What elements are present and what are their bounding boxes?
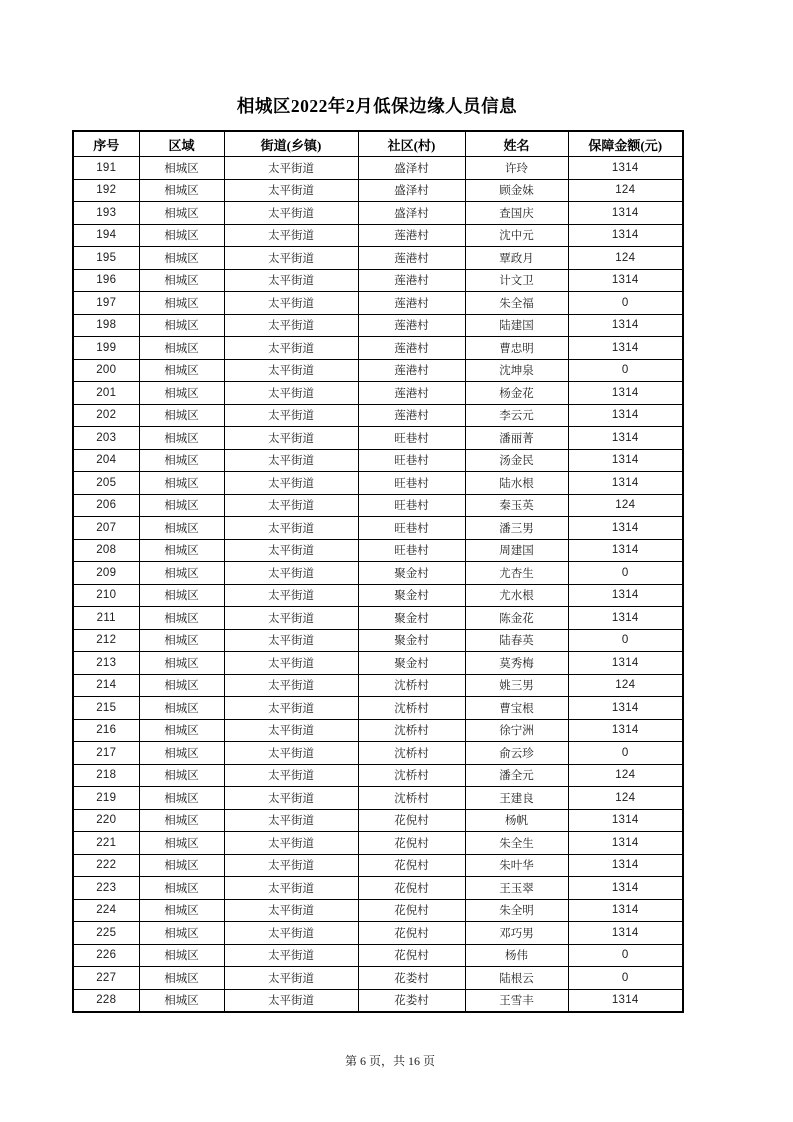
table-cell: 莲港村 bbox=[358, 269, 465, 292]
table-cell: 查国庆 bbox=[465, 202, 568, 225]
table-cell: 旺巷村 bbox=[358, 427, 465, 450]
table-cell: 邓巧男 bbox=[465, 922, 568, 945]
table-row bbox=[73, 247, 683, 270]
table-cell: 1314 bbox=[568, 607, 683, 630]
table-cell: 225 bbox=[73, 922, 139, 945]
table-cell: 1314 bbox=[568, 314, 683, 337]
table-cell: 汤金民 bbox=[465, 449, 568, 472]
table-row bbox=[73, 337, 683, 360]
table-row bbox=[73, 877, 683, 900]
table-cell: 朱全明 bbox=[465, 899, 568, 922]
table-cell: 1314 bbox=[568, 697, 683, 720]
table-cell: 相城区 bbox=[139, 539, 224, 562]
table-cell: 相城区 bbox=[139, 607, 224, 630]
table-row bbox=[73, 382, 683, 405]
table-cell: 花倪村 bbox=[358, 899, 465, 922]
table-cell: 1314 bbox=[568, 427, 683, 450]
table-cell: 聚金村 bbox=[358, 629, 465, 652]
table-cell: 旺巷村 bbox=[358, 517, 465, 540]
table-cell: 0 bbox=[568, 562, 683, 585]
table-cell: 220 bbox=[73, 809, 139, 832]
table-cell: 209 bbox=[73, 562, 139, 585]
table-cell: 0 bbox=[568, 944, 683, 967]
table-cell: 相城区 bbox=[139, 944, 224, 967]
table-row bbox=[73, 652, 683, 675]
column-header-0: 序号 bbox=[73, 131, 139, 157]
table-cell: 124 bbox=[568, 764, 683, 787]
table-cell: 沈桥村 bbox=[358, 742, 465, 765]
table-cell: 旺巷村 bbox=[358, 539, 465, 562]
table-cell: 相城区 bbox=[139, 674, 224, 697]
table-cell: 222 bbox=[73, 854, 139, 877]
table-cell: 盛泽村 bbox=[358, 202, 465, 225]
table-cell: 太平街道 bbox=[224, 899, 358, 922]
table-row bbox=[73, 472, 683, 495]
table-row bbox=[73, 539, 683, 562]
table-cell: 1314 bbox=[568, 404, 683, 427]
table-cell: 1314 bbox=[568, 337, 683, 360]
table-row bbox=[73, 449, 683, 472]
table-cell: 相城区 bbox=[139, 337, 224, 360]
table-cell: 228 bbox=[73, 989, 139, 1012]
table-cell: 215 bbox=[73, 697, 139, 720]
table-row bbox=[73, 427, 683, 450]
table-cell: 太平街道 bbox=[224, 944, 358, 967]
table-row bbox=[73, 517, 683, 540]
table-cell: 219 bbox=[73, 787, 139, 810]
table-cell: 相城区 bbox=[139, 787, 224, 810]
table-cell: 相城区 bbox=[139, 967, 224, 990]
table-row bbox=[73, 787, 683, 810]
table-cell: 太平街道 bbox=[224, 247, 358, 270]
table-cell: 太平街道 bbox=[224, 224, 358, 247]
table-row bbox=[73, 899, 683, 922]
table-cell: 旺巷村 bbox=[358, 472, 465, 495]
table-cell: 相城区 bbox=[139, 697, 224, 720]
table-cell: 202 bbox=[73, 404, 139, 427]
table-cell: 1314 bbox=[568, 877, 683, 900]
column-header-5: 保障金额(元) bbox=[568, 131, 683, 157]
table-row bbox=[73, 764, 683, 787]
table-cell: 沈桥村 bbox=[358, 674, 465, 697]
page-title: 相城区2022年2月低保边缘人员信息 bbox=[236, 96, 518, 116]
table-row bbox=[73, 809, 683, 832]
table-cell: 199 bbox=[73, 337, 139, 360]
table-cell: 206 bbox=[73, 494, 139, 517]
table-cell: 太平街道 bbox=[224, 697, 358, 720]
table-cell: 陆水根 bbox=[465, 472, 568, 495]
table-cell: 陆春英 bbox=[465, 629, 568, 652]
table-cell: 莲港村 bbox=[358, 247, 465, 270]
table-cell: 沈中元 bbox=[465, 224, 568, 247]
table-cell: 相城区 bbox=[139, 224, 224, 247]
table-cell: 聚金村 bbox=[358, 652, 465, 675]
table-cell: 相城区 bbox=[139, 922, 224, 945]
table-cell: 1314 bbox=[568, 809, 683, 832]
table-cell: 224 bbox=[73, 899, 139, 922]
table-cell: 124 bbox=[568, 787, 683, 810]
table-cell: 相城区 bbox=[139, 157, 224, 180]
table-row bbox=[73, 269, 683, 292]
table-cell: 208 bbox=[73, 539, 139, 562]
table-cell: 太平街道 bbox=[224, 494, 358, 517]
table-cell: 花倪村 bbox=[358, 944, 465, 967]
table-cell: 0 bbox=[568, 359, 683, 382]
table-cell: 1314 bbox=[568, 854, 683, 877]
table-cell: 124 bbox=[568, 247, 683, 270]
table-cell: 太平街道 bbox=[224, 922, 358, 945]
table-cell: 相城区 bbox=[139, 517, 224, 540]
table-row bbox=[73, 562, 683, 585]
table-cell: 1314 bbox=[568, 584, 683, 607]
table-cell: 太平街道 bbox=[224, 359, 358, 382]
table-cell: 太平街道 bbox=[224, 719, 358, 742]
table-cell: 124 bbox=[568, 494, 683, 517]
table-cell: 花倪村 bbox=[358, 832, 465, 855]
table-cell: 太平街道 bbox=[224, 157, 358, 180]
table-cell: 相城区 bbox=[139, 292, 224, 315]
table-cell: 194 bbox=[73, 224, 139, 247]
table-cell: 太平街道 bbox=[224, 832, 358, 855]
table-cell: 相城区 bbox=[139, 472, 224, 495]
table-cell: 210 bbox=[73, 584, 139, 607]
table-cell: 杨金花 bbox=[465, 382, 568, 405]
table-cell: 相城区 bbox=[139, 494, 224, 517]
table-cell: 214 bbox=[73, 674, 139, 697]
table-row bbox=[73, 944, 683, 967]
table-cell: 覃政月 bbox=[465, 247, 568, 270]
table-row bbox=[73, 179, 683, 202]
table-cell: 沈坤泉 bbox=[465, 359, 568, 382]
table-cell: 196 bbox=[73, 269, 139, 292]
table-cell: 沈桥村 bbox=[358, 787, 465, 810]
table-cell: 曹忠明 bbox=[465, 337, 568, 360]
table-cell: 计文卫 bbox=[465, 269, 568, 292]
table-cell: 潘丽菁 bbox=[465, 427, 568, 450]
table-cell: 1314 bbox=[568, 382, 683, 405]
table-cell: 1314 bbox=[568, 202, 683, 225]
table-cell: 1314 bbox=[568, 832, 683, 855]
table-cell: 太平街道 bbox=[224, 854, 358, 877]
table-cell: 莲港村 bbox=[358, 359, 465, 382]
table-cell: 213 bbox=[73, 652, 139, 675]
table-cell: 花倪村 bbox=[358, 809, 465, 832]
table-row bbox=[73, 719, 683, 742]
table-cell: 朱全福 bbox=[465, 292, 568, 315]
table-cell: 莲港村 bbox=[358, 224, 465, 247]
table-cell: 太平街道 bbox=[224, 967, 358, 990]
table-cell: 盛泽村 bbox=[358, 157, 465, 180]
table-cell: 124 bbox=[568, 179, 683, 202]
table-cell: 王雪丰 bbox=[465, 989, 568, 1012]
table-cell: 太平街道 bbox=[224, 449, 358, 472]
table-cell: 203 bbox=[73, 427, 139, 450]
table-cell: 太平街道 bbox=[224, 652, 358, 675]
table-cell: 陆根云 bbox=[465, 967, 568, 990]
table-cell: 太平街道 bbox=[224, 337, 358, 360]
table-cell: 192 bbox=[73, 179, 139, 202]
table-row bbox=[73, 314, 683, 337]
table-cell: 1314 bbox=[568, 517, 683, 540]
table-cell: 花倪村 bbox=[358, 922, 465, 945]
table-cell: 195 bbox=[73, 247, 139, 270]
table-cell: 207 bbox=[73, 517, 139, 540]
table-cell: 聚金村 bbox=[358, 584, 465, 607]
table-row bbox=[73, 584, 683, 607]
table-cell: 1314 bbox=[568, 719, 683, 742]
table-cell: 1314 bbox=[568, 449, 683, 472]
table-cell: 朱全生 bbox=[465, 832, 568, 855]
table-cell: 相城区 bbox=[139, 809, 224, 832]
table-cell: 姚三男 bbox=[465, 674, 568, 697]
table-cell: 徐宁洲 bbox=[465, 719, 568, 742]
table-row bbox=[73, 494, 683, 517]
table-cell: 太平街道 bbox=[224, 629, 358, 652]
table-cell: 太平街道 bbox=[224, 472, 358, 495]
table-cell: 杨伟 bbox=[465, 944, 568, 967]
table-cell: 太平街道 bbox=[224, 314, 358, 337]
table-cell: 俞云珍 bbox=[465, 742, 568, 765]
table-cell: 太平街道 bbox=[224, 382, 358, 405]
table-cell: 相城区 bbox=[139, 179, 224, 202]
table-cell: 0 bbox=[568, 742, 683, 765]
table-cell: 太平街道 bbox=[224, 427, 358, 450]
table-cell: 相城区 bbox=[139, 314, 224, 337]
table-cell: 聚金村 bbox=[358, 562, 465, 585]
table-cell: 莲港村 bbox=[358, 382, 465, 405]
table-cell: 1314 bbox=[568, 899, 683, 922]
table-cell: 相城区 bbox=[139, 832, 224, 855]
table-cell: 太平街道 bbox=[224, 269, 358, 292]
table-cell: 124 bbox=[568, 674, 683, 697]
column-header-2: 街道(乡镇) bbox=[224, 131, 358, 157]
table-row bbox=[73, 359, 683, 382]
table-cell: 莲港村 bbox=[358, 337, 465, 360]
table-cell: 221 bbox=[73, 832, 139, 855]
table-cell: 聚金村 bbox=[358, 607, 465, 630]
table-cell: 莲港村 bbox=[358, 292, 465, 315]
table-cell: 0 bbox=[568, 629, 683, 652]
table-cell: 相城区 bbox=[139, 449, 224, 472]
table-cell: 218 bbox=[73, 764, 139, 787]
table-cell: 197 bbox=[73, 292, 139, 315]
table-cell: 相城区 bbox=[139, 584, 224, 607]
table-row bbox=[73, 989, 683, 1012]
table-cell: 太平街道 bbox=[224, 584, 358, 607]
table-cell: 太平街道 bbox=[224, 539, 358, 562]
table-cell: 相城区 bbox=[139, 877, 224, 900]
table-cell: 太平街道 bbox=[224, 404, 358, 427]
table-row bbox=[73, 629, 683, 652]
page-number: 第 6 页，共 16 页 bbox=[344, 1054, 435, 1068]
table-cell: 211 bbox=[73, 607, 139, 630]
table-cell: 0 bbox=[568, 292, 683, 315]
table-cell: 1314 bbox=[568, 989, 683, 1012]
table-cell: 204 bbox=[73, 449, 139, 472]
table-cell: 沈桥村 bbox=[358, 764, 465, 787]
table-cell: 205 bbox=[73, 472, 139, 495]
table-cell: 太平街道 bbox=[224, 674, 358, 697]
table-cell: 1314 bbox=[568, 922, 683, 945]
header-row bbox=[73, 131, 683, 157]
table-cell: 陆建国 bbox=[465, 314, 568, 337]
table-cell: 200 bbox=[73, 359, 139, 382]
table-cell: 227 bbox=[73, 967, 139, 990]
benefit-table bbox=[72, 130, 684, 1013]
table-cell: 太平街道 bbox=[224, 562, 358, 585]
table-cell: 217 bbox=[73, 742, 139, 765]
table-cell: 198 bbox=[73, 314, 139, 337]
table-cell: 朱叶华 bbox=[465, 854, 568, 877]
table-cell: 太平街道 bbox=[224, 179, 358, 202]
table-cell: 223 bbox=[73, 877, 139, 900]
table-row bbox=[73, 854, 683, 877]
table-cell: 周建国 bbox=[465, 539, 568, 562]
table-cell: 尤杏生 bbox=[465, 562, 568, 585]
table-cell: 太平街道 bbox=[224, 742, 358, 765]
table-cell: 太平街道 bbox=[224, 787, 358, 810]
table-cell: 1314 bbox=[568, 539, 683, 562]
table-cell: 1314 bbox=[568, 224, 683, 247]
table-cell: 1314 bbox=[568, 472, 683, 495]
table-cell: 陈金花 bbox=[465, 607, 568, 630]
table-cell: 太平街道 bbox=[224, 202, 358, 225]
column-header-4: 姓名 bbox=[465, 131, 568, 157]
table-cell: 太平街道 bbox=[224, 607, 358, 630]
table-cell: 相城区 bbox=[139, 899, 224, 922]
table-cell: 太平街道 bbox=[224, 517, 358, 540]
table-cell: 旺巷村 bbox=[358, 494, 465, 517]
table-row bbox=[73, 832, 683, 855]
table-cell: 太平街道 bbox=[224, 989, 358, 1012]
table-cell: 相城区 bbox=[139, 269, 224, 292]
table-cell: 相城区 bbox=[139, 404, 224, 427]
table-cell: 193 bbox=[73, 202, 139, 225]
table-cell: 212 bbox=[73, 629, 139, 652]
table-cell: 王建良 bbox=[465, 787, 568, 810]
table-cell: 李云元 bbox=[465, 404, 568, 427]
table-row bbox=[73, 674, 683, 697]
table-cell: 相城区 bbox=[139, 764, 224, 787]
table-cell: 1314 bbox=[568, 269, 683, 292]
table-cell: 相城区 bbox=[139, 854, 224, 877]
table-cell: 莲港村 bbox=[358, 314, 465, 337]
table-cell: 顾金妹 bbox=[465, 179, 568, 202]
table-row bbox=[73, 202, 683, 225]
table-cell: 相城区 bbox=[139, 742, 224, 765]
table-cell: 花娄村 bbox=[358, 967, 465, 990]
table-cell: 太平街道 bbox=[224, 764, 358, 787]
table-cell: 潘三男 bbox=[465, 517, 568, 540]
table-row bbox=[73, 922, 683, 945]
table-cell: 太平街道 bbox=[224, 877, 358, 900]
table-cell: 秦玉英 bbox=[465, 494, 568, 517]
table-cell: 191 bbox=[73, 157, 139, 180]
table-row bbox=[73, 404, 683, 427]
table-cell: 相城区 bbox=[139, 719, 224, 742]
table-row bbox=[73, 967, 683, 990]
table-cell: 王玉翠 bbox=[465, 877, 568, 900]
table-cell: 莲港村 bbox=[358, 404, 465, 427]
table-cell: 1314 bbox=[568, 157, 683, 180]
table-cell: 相城区 bbox=[139, 629, 224, 652]
table-row bbox=[73, 224, 683, 247]
table-cell: 相城区 bbox=[139, 382, 224, 405]
table-cell: 201 bbox=[73, 382, 139, 405]
table-cell: 0 bbox=[568, 967, 683, 990]
column-header-3: 社区(村) bbox=[358, 131, 465, 157]
table-cell: 相城区 bbox=[139, 247, 224, 270]
table-row bbox=[73, 742, 683, 765]
table-header bbox=[73, 131, 683, 157]
table-cell: 沈桥村 bbox=[358, 719, 465, 742]
table-cell: 沈桥村 bbox=[358, 697, 465, 720]
table-cell: 太平街道 bbox=[224, 292, 358, 315]
table-cell: 盛泽村 bbox=[358, 179, 465, 202]
table-cell: 旺巷村 bbox=[358, 449, 465, 472]
table-cell: 相城区 bbox=[139, 359, 224, 382]
table-cell: 杨帆 bbox=[465, 809, 568, 832]
table-cell: 花娄村 bbox=[358, 989, 465, 1012]
table-cell: 相城区 bbox=[139, 652, 224, 675]
table-cell: 相城区 bbox=[139, 562, 224, 585]
table-cell: 226 bbox=[73, 944, 139, 967]
table-cell: 许玲 bbox=[465, 157, 568, 180]
table-cell: 1314 bbox=[568, 652, 683, 675]
table-cell: 花倪村 bbox=[358, 877, 465, 900]
table-row bbox=[73, 292, 683, 315]
table-cell: 相城区 bbox=[139, 989, 224, 1012]
table-cell: 潘全元 bbox=[465, 764, 568, 787]
table-body bbox=[73, 157, 683, 1013]
table-row bbox=[73, 697, 683, 720]
table-cell: 太平街道 bbox=[224, 809, 358, 832]
table-cell: 相城区 bbox=[139, 427, 224, 450]
table-row bbox=[73, 157, 683, 180]
table-cell: 相城区 bbox=[139, 202, 224, 225]
column-header-1: 区域 bbox=[139, 131, 224, 157]
table-cell: 花倪村 bbox=[358, 854, 465, 877]
table-row bbox=[73, 607, 683, 630]
table-cell: 曹宝根 bbox=[465, 697, 568, 720]
table-cell: 莫秀梅 bbox=[465, 652, 568, 675]
table-cell: 尤水根 bbox=[465, 584, 568, 607]
table-cell: 216 bbox=[73, 719, 139, 742]
